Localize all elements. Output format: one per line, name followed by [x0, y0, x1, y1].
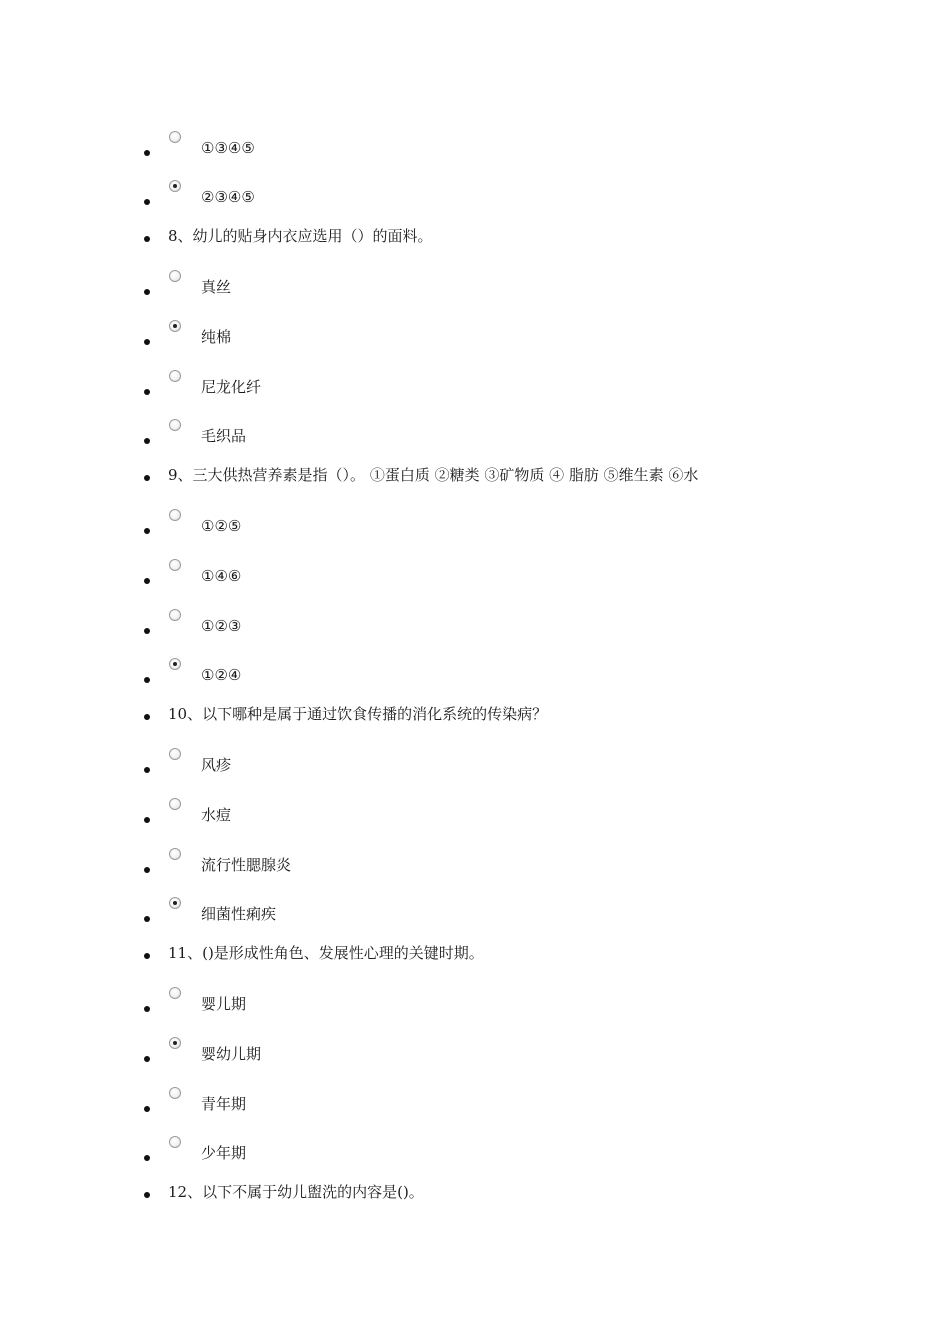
option-label: ①④⑥ [201, 567, 242, 585]
question-row [0, 699, 900, 729]
option-row[interactable] [0, 372, 900, 402]
radio-button[interactable] [169, 559, 181, 571]
list-bullet [144, 628, 150, 634]
question-text: 12、以下不属于幼儿盥洗的内容是()。 [168, 1183, 424, 1201]
radio-button-selected[interactable] [169, 897, 181, 909]
radio-button[interactable] [169, 419, 181, 431]
option-row[interactable] [0, 899, 900, 929]
list-bullet [144, 528, 150, 534]
option-label: 婴幼儿期 [201, 1045, 262, 1063]
list-bullet [144, 714, 150, 720]
radio-button[interactable] [169, 270, 181, 282]
radio-button[interactable] [169, 987, 181, 999]
option-row[interactable] [0, 421, 900, 451]
list-bullet [144, 389, 150, 395]
question-text: 11、()是形成性角色、发展性心理的关键时期。 [168, 944, 484, 962]
option-row[interactable] [0, 1089, 900, 1119]
list-bullet [144, 438, 150, 444]
option-row[interactable] [0, 511, 900, 541]
list-bullet [144, 578, 150, 584]
question-row [0, 460, 900, 490]
option-label: ②③④⑤ [201, 188, 255, 206]
option-label: 青年期 [201, 1095, 247, 1113]
option-label: 流行性腮腺炎 [201, 856, 292, 874]
option-row[interactable] [0, 561, 900, 591]
question-text: 9、三大供热营养素是指（）。 ①蛋白质 ②糖类 ③矿物质 ④ 脂肪 ⑤维生素 ⑥水 [168, 466, 699, 484]
option-row[interactable] [0, 850, 900, 880]
radio-button[interactable] [169, 370, 181, 382]
option-row[interactable] [0, 182, 900, 212]
option-row[interactable] [0, 750, 900, 780]
list-bullet [144, 1155, 150, 1161]
option-row[interactable] [0, 1039, 900, 1069]
radio-button[interactable] [169, 609, 181, 621]
option-row[interactable] [0, 322, 900, 352]
option-label: 纯棉 [201, 328, 232, 346]
option-label: 尼龙化纤 [201, 378, 262, 396]
option-row[interactable] [0, 989, 900, 1019]
radio-button-selected[interactable] [169, 320, 181, 332]
question-row [0, 1177, 900, 1207]
option-label: ①②③ [201, 617, 242, 635]
question-text: 8、幼儿的贴身内衣应选用（）的面料。 [168, 227, 433, 245]
option-label: 少年期 [201, 1144, 247, 1162]
option-row[interactable] [0, 272, 900, 302]
option-label: 水痘 [201, 806, 232, 824]
radio-button[interactable] [169, 509, 181, 521]
option-label: 风疹 [201, 756, 232, 774]
list-bullet [144, 817, 150, 823]
radio-button[interactable] [169, 798, 181, 810]
list-bullet [144, 1192, 150, 1198]
option-label: ①②④ [201, 666, 242, 684]
option-row[interactable] [0, 1138, 900, 1168]
radio-button[interactable] [169, 131, 181, 143]
option-row[interactable] [0, 133, 900, 163]
option-label: ①②⑤ [201, 517, 242, 535]
radio-button[interactable] [169, 1087, 181, 1099]
list-bullet [144, 1106, 150, 1112]
radio-button[interactable] [169, 1136, 181, 1148]
option-row[interactable] [0, 660, 900, 690]
list-bullet [144, 150, 150, 156]
option-row[interactable] [0, 800, 900, 830]
question-row [0, 938, 900, 968]
list-bullet [144, 1006, 150, 1012]
option-row[interactable] [0, 611, 900, 641]
option-label: 婴儿期 [201, 995, 247, 1013]
radio-button-selected[interactable] [169, 658, 181, 670]
radio-button[interactable] [169, 748, 181, 760]
radio-button[interactable] [169, 848, 181, 860]
list-bullet [144, 236, 150, 242]
list-bullet [144, 289, 150, 295]
question-text: 10、以下哪种是属于通过饮食传播的消化系统的传染病？ [168, 705, 548, 723]
question-row [0, 221, 900, 251]
list-bullet [144, 916, 150, 922]
list-bullet [144, 953, 150, 959]
list-bullet [144, 767, 150, 773]
list-bullet [144, 475, 150, 481]
option-label: ①③④⑤ [201, 139, 255, 157]
list-bullet [144, 867, 150, 873]
list-bullet [144, 199, 150, 205]
option-label: 真丝 [201, 278, 232, 296]
option-label: 毛织品 [201, 427, 247, 445]
radio-button-selected[interactable] [169, 180, 181, 192]
list-bullet [144, 339, 150, 345]
list-bullet [144, 1056, 150, 1062]
list-bullet [144, 677, 150, 683]
radio-button-selected[interactable] [169, 1037, 181, 1049]
option-label: 细菌性痢疾 [201, 905, 277, 923]
